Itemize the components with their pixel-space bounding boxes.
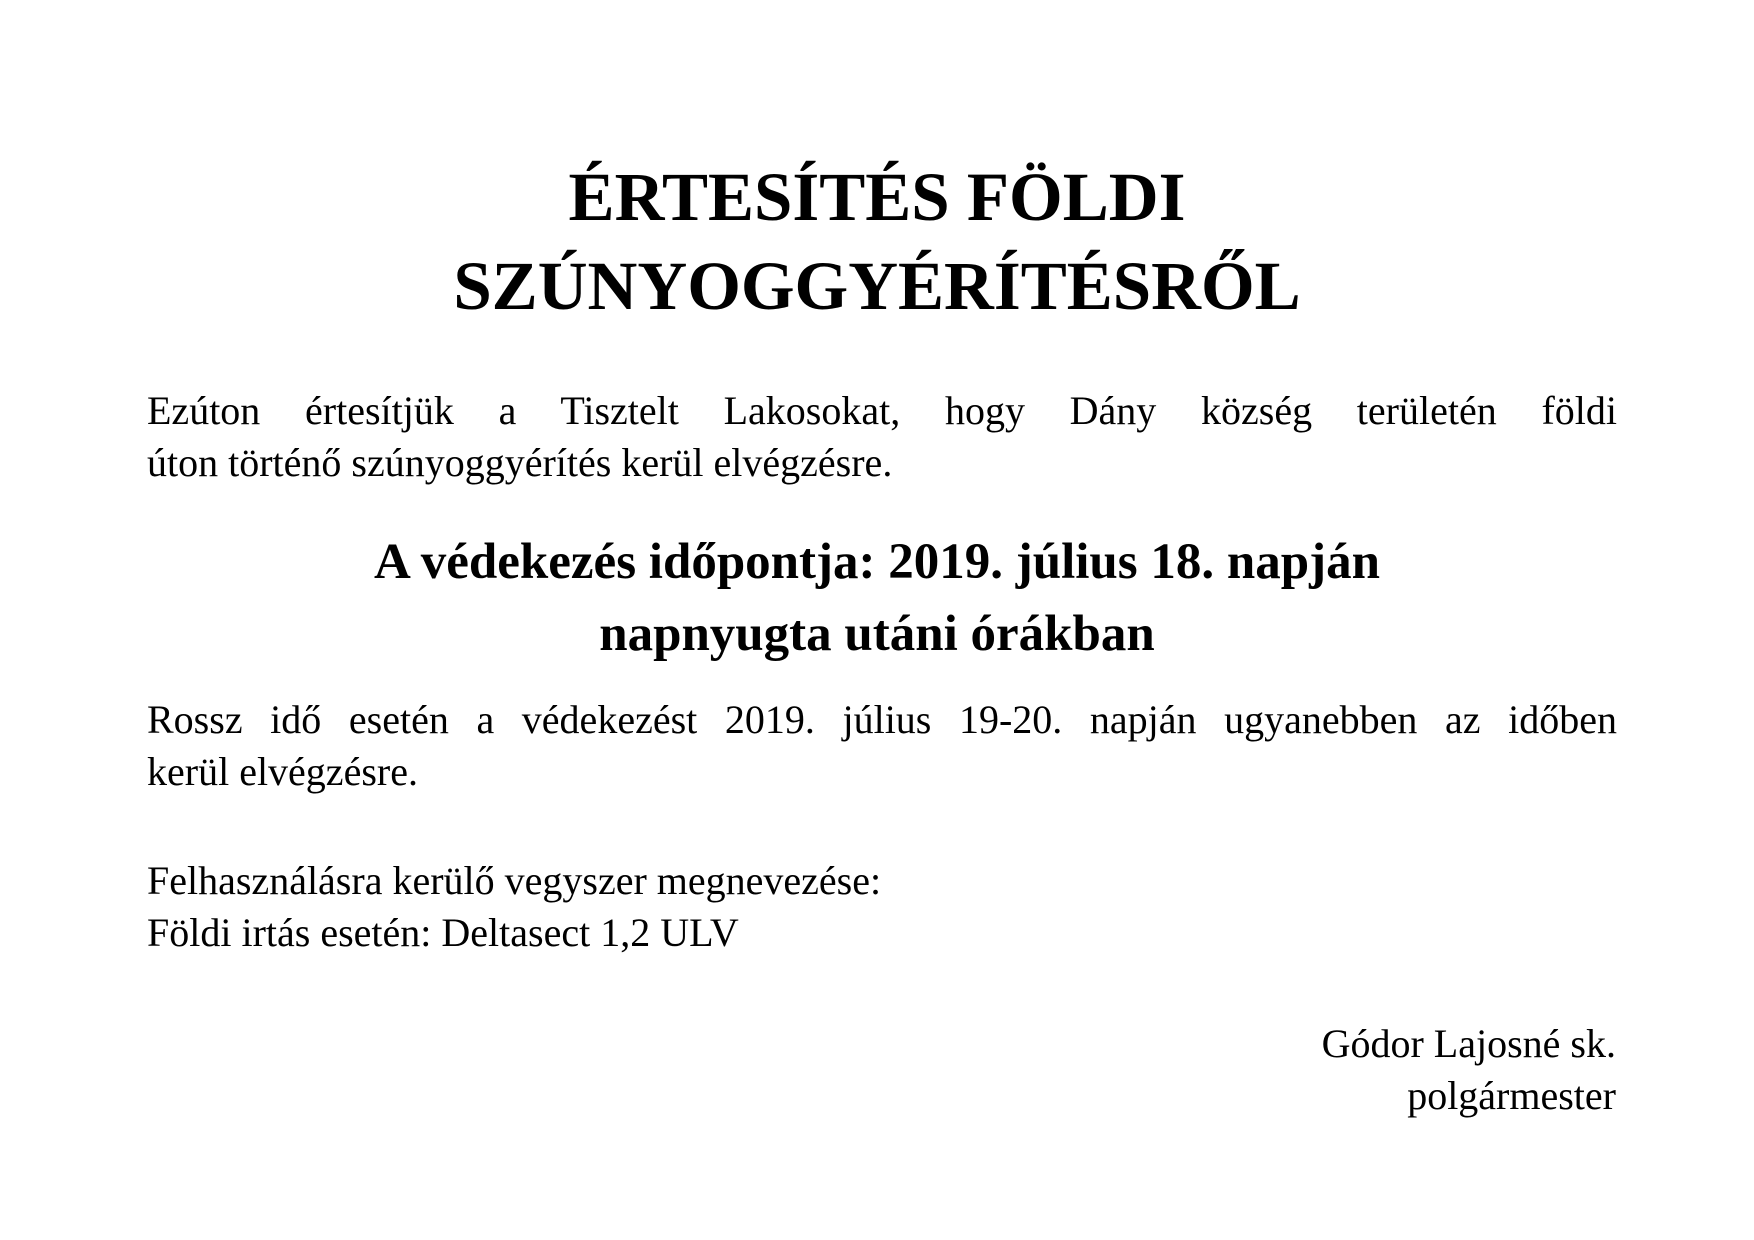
bad-weather-paragraph (147, 694, 1617, 798)
intro-line-1: Ezúton értesítjük a Tisztelt Lakosokat, hogy Dány község területén földi (147, 388, 1617, 433)
chemical-heading: Felhasználásra kerülő vegyszer megnevezése: (147, 858, 882, 903)
intro-paragraph (147, 385, 1617, 489)
bad-weather-line-1: Rossz idő esetén a védekezést 2019. július 19-20. napján ugyanebben az időben (147, 697, 1617, 742)
notice-title-line-2: SZÚNYOGGYÉRÍTÉSRŐL (453, 248, 1301, 324)
signature-block (1322, 1018, 1616, 1122)
schedule-line-1: A védekezés időpontja: 2019. július 18. napján (374, 534, 1380, 590)
intro-line-2: úton történő szúnyoggyérítés kerül elvégzésre. (147, 440, 893, 485)
bad-weather-line-2: kerül elvégzésre. (147, 749, 418, 794)
notice-title-line-1: ÉRTESÍTÉS FÖLDI (568, 159, 1186, 235)
schedule-line-2: napnyugta utáni órákban (599, 606, 1155, 662)
chemical-paragraph (147, 855, 1617, 959)
chemical-product: Földi irtás esetén: Deltasect 1,2 ULV (147, 910, 739, 955)
signature-name: Gódor Lajosné sk. (1321, 1021, 1616, 1066)
signature-role: polgármester (1407, 1073, 1616, 1118)
